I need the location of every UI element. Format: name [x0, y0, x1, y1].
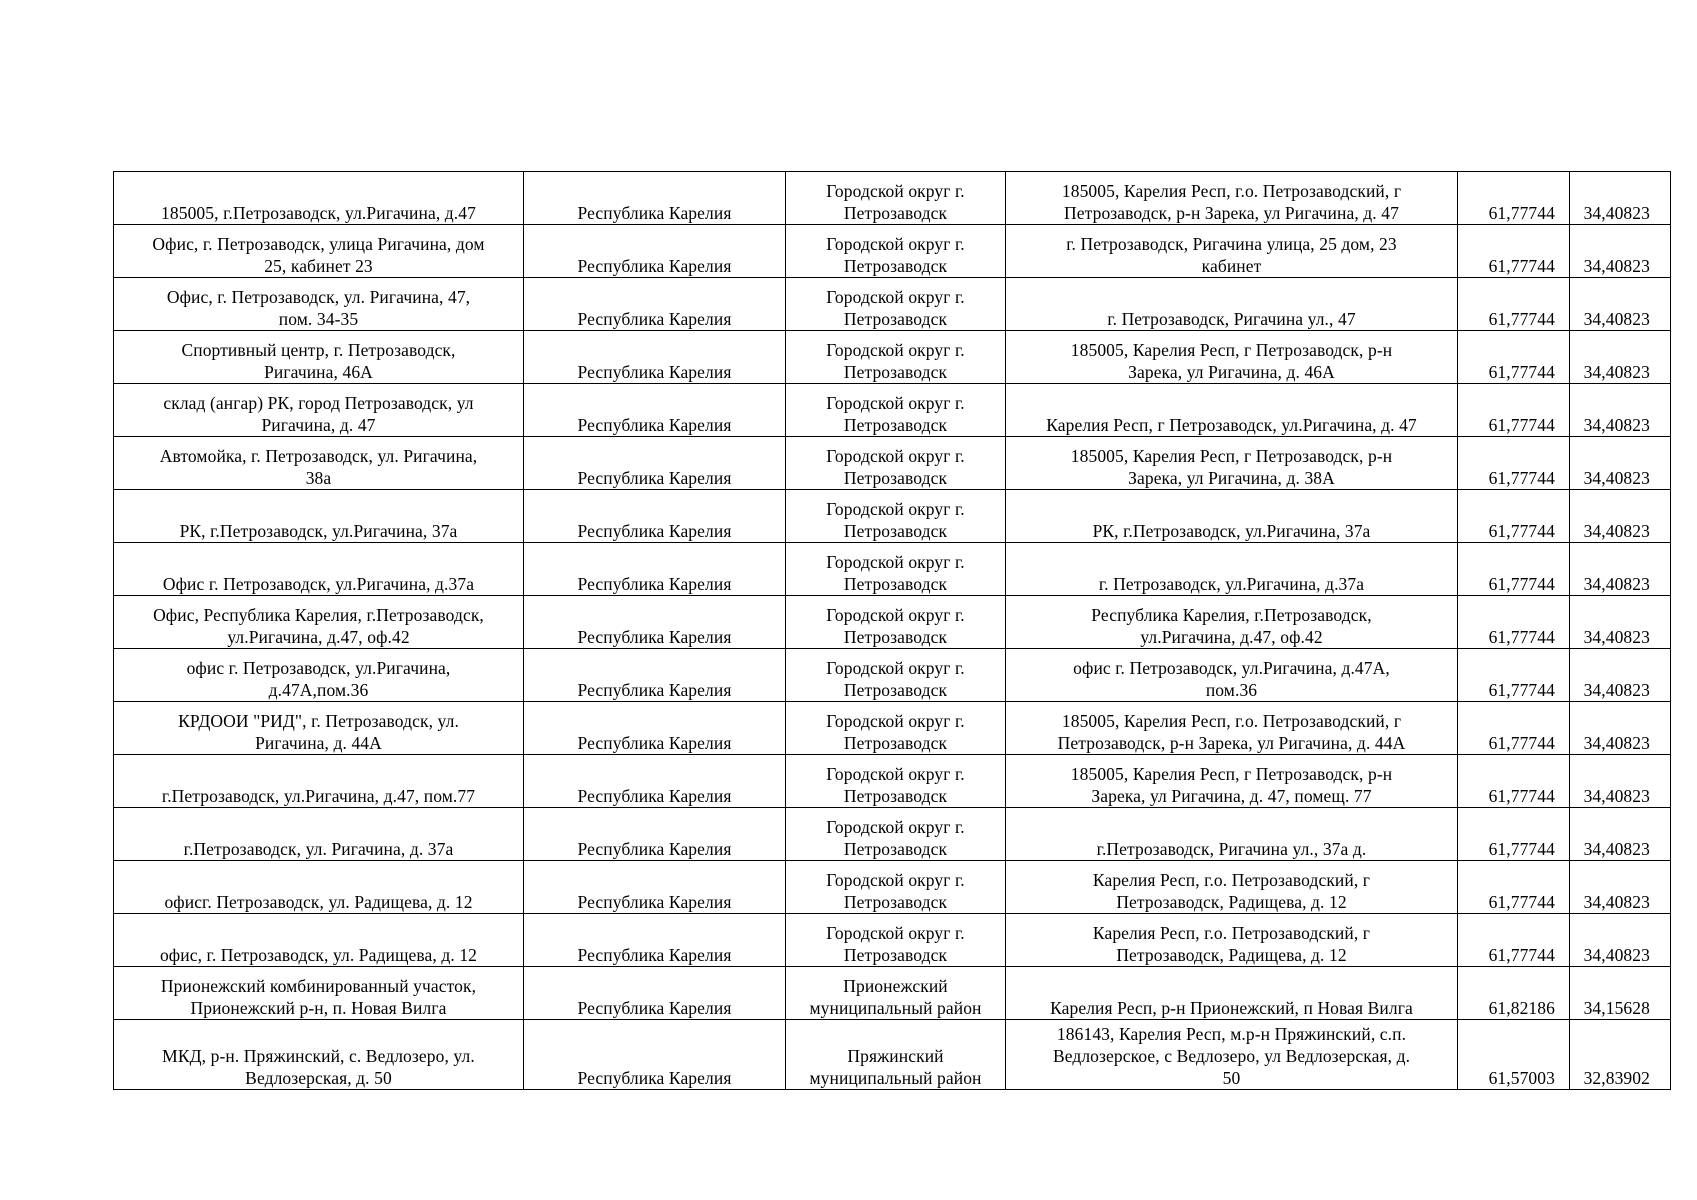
latitude-cell [1458, 861, 1570, 914]
address-cell [1006, 331, 1458, 384]
municipality-cell-text: Городской округ г. Петрозаводск [826, 870, 965, 912]
address-cell-text: РК, г.Петрозаводск, ул.Ригачина, 37а [1092, 521, 1371, 541]
region-cell-text: Республика Карелия [577, 574, 732, 594]
municipality-cell-text: Городской округ г. Петрозаводск [826, 764, 965, 806]
table-row [114, 914, 1671, 967]
region-cell [524, 1020, 786, 1090]
longitude-cell-text: 34,40823 [1583, 786, 1650, 806]
object-name-cell-text: 185005, г.Петрозаводск, ул.Ригачина, д.47 [161, 203, 476, 223]
address-cell [1006, 808, 1458, 861]
address-cell-text: Карелия Респ, г Петрозаводск, ул.Ригачина, д. 47 [1046, 415, 1417, 435]
latitude-cell [1458, 543, 1570, 596]
municipality-cell [786, 649, 1006, 702]
municipality-cell [786, 755, 1006, 808]
longitude-cell [1570, 331, 1671, 384]
municipality-cell-text: Городской округ г. Петрозаводск [826, 393, 965, 435]
region-cell [524, 384, 786, 437]
address-cell [1006, 649, 1458, 702]
table-row [114, 967, 1671, 1020]
municipality-cell [786, 384, 1006, 437]
address-cell [1006, 1020, 1458, 1090]
municipality-cell [786, 1020, 1006, 1090]
longitude-cell [1570, 914, 1671, 967]
object-name-cell-text: г.Петрозаводск, ул. Ригачина, д. 37а [183, 839, 454, 859]
table-row [114, 543, 1671, 596]
region-cell [524, 278, 786, 331]
latitude-cell-text: 61,82186 [1488, 998, 1555, 1018]
municipality-cell-text: Городской округ г. Петрозаводск [826, 711, 965, 753]
address-cell-text: 185005, Карелия Респ, г Петрозаводск, р-н Зарека, ул Ригачина, д. 38А [1070, 446, 1393, 488]
longitude-cell [1570, 384, 1671, 437]
region-cell [524, 914, 786, 967]
object-name-cell [114, 490, 524, 543]
region-cell [524, 437, 786, 490]
municipality-cell-text: Городской округ г. Петрозаводск [826, 287, 965, 329]
region-cell-text: Республика Карелия [577, 839, 732, 859]
address-cell-text: офис г. Петрозаводск, ул.Ригачина, д.47А, пом.36 [1073, 658, 1390, 700]
region-cell [524, 543, 786, 596]
longitude-cell-text: 34,40823 [1583, 839, 1650, 859]
table-row [114, 225, 1671, 278]
region-cell-text: Республика Карелия [577, 680, 732, 700]
municipality-cell-text: Городской округ г. Петрозаводск [826, 446, 965, 488]
longitude-cell-text: 34,40823 [1583, 892, 1650, 912]
table-body [114, 172, 1671, 1090]
object-name-cell [114, 967, 524, 1020]
object-name-cell [114, 172, 524, 225]
address-cell [1006, 543, 1458, 596]
longitude-cell [1570, 1020, 1671, 1090]
object-name-cell-text: Офис г. Петрозаводск, ул.Ригачина, д.37а [162, 574, 475, 594]
address-cell [1006, 702, 1458, 755]
object-name-cell-text: Офис, Республика Карелия, г.Петрозаводск, ул.Ригачина, д.47, оф.42 [153, 605, 484, 647]
longitude-cell-text: 34,40823 [1583, 468, 1650, 488]
latitude-cell-text: 61,77744 [1488, 362, 1555, 382]
region-cell [524, 755, 786, 808]
object-name-cell-text: Автомойка, г. Петрозаводск, ул. Ригачина, 38а [159, 446, 478, 488]
address-cell [1006, 967, 1458, 1020]
municipality-cell-text: Городской округ г. Петрозаводск [826, 552, 965, 594]
object-name-cell [114, 225, 524, 278]
address-cell [1006, 755, 1458, 808]
object-name-cell [114, 914, 524, 967]
object-name-cell-text: склад (ангар) РК, город Петрозаводск, ул Ригачина, д. 47 [163, 393, 474, 435]
municipality-cell-text: Городской округ г. Петрозаводск [826, 181, 965, 223]
latitude-cell-text: 61,77744 [1488, 468, 1555, 488]
table-row [114, 861, 1671, 914]
latitude-cell-text: 61,77744 [1488, 415, 1555, 435]
longitude-cell [1570, 596, 1671, 649]
table-row [114, 702, 1671, 755]
municipality-cell-text: Городской округ г. Петрозаводск [826, 605, 965, 647]
municipality-cell [786, 861, 1006, 914]
longitude-cell [1570, 967, 1671, 1020]
table-row [114, 172, 1671, 225]
address-cell-text: 185005, Карелия Респ, г.о. Петрозаводский, г Петрозаводск, р-н Зарека, ул Ригачина, д. 47 [1061, 181, 1402, 223]
municipality-cell-text: Городской округ г. Петрозаводск [826, 340, 965, 382]
object-name-cell-text: офис, г. Петрозаводск, ул. Радищева, д. 12 [159, 945, 478, 965]
object-name-cell [114, 437, 524, 490]
object-name-cell [114, 331, 524, 384]
municipality-cell [786, 490, 1006, 543]
municipality-cell-text: Городской округ г. Петрозаводск [826, 923, 965, 965]
address-cell [1006, 861, 1458, 914]
municipality-cell [786, 225, 1006, 278]
region-cell [524, 172, 786, 225]
region-cell [524, 967, 786, 1020]
municipality-cell [786, 808, 1006, 861]
region-cell [524, 331, 786, 384]
object-name-cell-text: МКД, р-н. Пряжинский, с. Ведлозеро, ул. Ведлозерская, д. 50 [162, 1046, 475, 1088]
latitude-cell-text: 61,77744 [1488, 256, 1555, 276]
region-cell-text: Республика Карелия [577, 309, 732, 329]
latitude-cell [1458, 596, 1570, 649]
object-name-cell [114, 278, 524, 331]
latitude-cell [1458, 967, 1570, 1020]
table-row [114, 278, 1671, 331]
longitude-cell-text: 32,83902 [1583, 1068, 1650, 1088]
region-cell-text: Республика Карелия [577, 256, 732, 276]
latitude-cell [1458, 278, 1570, 331]
latitude-cell [1458, 755, 1570, 808]
region-cell [524, 649, 786, 702]
address-cell-text: г. Петрозаводск, Ригачина ул., 47 [1107, 309, 1356, 329]
latitude-cell-text: 61,77744 [1488, 203, 1555, 223]
address-cell-text: 186143, Карелия Респ, м.р-н Пряжинский, с.п. Ведлозерское, с Ведлозеро, ул Ведлозерская, д. 50 [1052, 1024, 1411, 1088]
longitude-cell [1570, 649, 1671, 702]
longitude-cell-text: 34,40823 [1583, 945, 1650, 965]
object-name-cell-text: офисг. Петрозаводск, ул. Радищева, д. 12 [164, 892, 473, 912]
longitude-cell-text: 34,40823 [1583, 415, 1650, 435]
region-cell-text: Республика Карелия [577, 733, 732, 753]
object-name-cell-text: офис г. Петрозаводск, ул.Ригачина, д.47А,пом.36 [186, 658, 451, 700]
object-name-cell-text: Прионежский комбинированный участок, Прионежский р-н, п. Новая Вилга [160, 976, 477, 1018]
latitude-cell-text: 61,77744 [1488, 945, 1555, 965]
address-cell-text: Карелия Респ, г.о. Петрозаводский, г Петрозаводск, Радищева, д. 12 [1092, 923, 1371, 965]
region-cell-text: Республика Карелия [577, 892, 732, 912]
address-table [113, 171, 1671, 1090]
latitude-cell-text: 61,77744 [1488, 521, 1555, 541]
object-name-cell [114, 384, 524, 437]
address-cell [1006, 278, 1458, 331]
table-row [114, 1020, 1671, 1090]
address-cell-text: Республика Карелия, г.Петрозаводск, ул.Ригачина, д.47, оф.42 [1091, 605, 1372, 647]
object-name-cell [114, 596, 524, 649]
object-name-cell-text: Спортивный центр, г. Петрозаводск, Ригачина, 46А [181, 340, 456, 382]
object-name-cell-text: Офис, г. Петрозаводск, ул. Ригачина, 47, пом. 34-35 [166, 287, 471, 329]
longitude-cell-text: 34,40823 [1583, 521, 1650, 541]
object-name-cell-text: г.Петрозаводск, ул.Ригачина, д.47, пом.77 [161, 786, 476, 806]
longitude-cell-text: 34,40823 [1583, 256, 1650, 276]
address-cell-text: г.Петрозаводск, Ригачина ул., 37а д. [1096, 839, 1367, 859]
longitude-cell [1570, 437, 1671, 490]
municipality-cell-text: Прионежский муниципальный район [809, 976, 982, 1018]
longitude-cell [1570, 543, 1671, 596]
municipality-cell [786, 278, 1006, 331]
region-cell-text: Республика Карелия [577, 627, 732, 647]
region-cell-text: Республика Карелия [577, 945, 732, 965]
address-cell-text: 185005, Карелия Респ, г.о. Петрозаводский, г Петрозаводск, р-н Зарека, ул Ригачина, д. 44А [1057, 711, 1406, 753]
longitude-cell [1570, 755, 1671, 808]
municipality-cell [786, 702, 1006, 755]
region-cell-text: Республика Карелия [577, 362, 732, 382]
longitude-cell-text: 34,40823 [1583, 627, 1650, 647]
municipality-cell-text: Пряжинский муниципальный район [809, 1046, 982, 1088]
object-name-cell [114, 808, 524, 861]
address-cell [1006, 172, 1458, 225]
latitude-cell-text: 61,77744 [1488, 627, 1555, 647]
address-cell-text: Карелия Респ, р-н Прионежский, п Новая Вилга [1050, 998, 1413, 1018]
address-cell [1006, 490, 1458, 543]
municipality-cell-text: Городской округ г. Петрозаводск [826, 658, 965, 700]
object-name-cell [114, 861, 524, 914]
municipality-cell [786, 172, 1006, 225]
address-cell [1006, 914, 1458, 967]
latitude-cell [1458, 331, 1570, 384]
latitude-cell [1458, 702, 1570, 755]
municipality-cell-text: Городской округ г. Петрозаводск [826, 817, 965, 859]
latitude-cell [1458, 1020, 1570, 1090]
longitude-cell [1570, 861, 1671, 914]
table-row [114, 596, 1671, 649]
latitude-cell [1458, 384, 1570, 437]
latitude-cell [1458, 490, 1570, 543]
region-cell-text: Республика Карелия [577, 468, 732, 488]
table-row [114, 490, 1671, 543]
table-row [114, 808, 1671, 861]
municipality-cell [786, 331, 1006, 384]
address-cell-text: 185005, Карелия Респ, г Петрозаводск, р-н Зарека, ул Ригачина, д. 46А [1070, 340, 1393, 382]
object-name-cell [114, 702, 524, 755]
table-row [114, 331, 1671, 384]
longitude-cell-text: 34,15628 [1583, 998, 1650, 1018]
longitude-cell-text: 34,40823 [1583, 733, 1650, 753]
municipality-cell [786, 437, 1006, 490]
address-cell-text: г. Петрозаводск, ул.Ригачина, д.37а [1098, 574, 1365, 594]
object-name-cell-text: РК, г.Петрозаводск, ул.Ригачина, 37а [179, 521, 458, 541]
longitude-cell [1570, 490, 1671, 543]
latitude-cell-text: 61,77744 [1488, 892, 1555, 912]
longitude-cell [1570, 278, 1671, 331]
latitude-cell-text: 61,77744 [1488, 786, 1555, 806]
region-cell-text: Республика Карелия [577, 415, 732, 435]
municipality-cell [786, 543, 1006, 596]
address-cell [1006, 225, 1458, 278]
latitude-cell [1458, 437, 1570, 490]
table-row [114, 755, 1671, 808]
latitude-cell-text: 61,77744 [1488, 733, 1555, 753]
table-row [114, 384, 1671, 437]
region-cell-text: Республика Карелия [577, 1068, 732, 1088]
latitude-cell-text: 61,77744 [1488, 680, 1555, 700]
longitude-cell [1570, 225, 1671, 278]
region-cell-text: Республика Карелия [577, 203, 732, 223]
longitude-cell-text: 34,40823 [1583, 362, 1650, 382]
region-cell [524, 702, 786, 755]
longitude-cell-text: 34,40823 [1583, 203, 1650, 223]
address-cell [1006, 437, 1458, 490]
address-cell-text: 185005, Карелия Респ, г Петрозаводск, р-н Зарека, ул Ригачина, д. 47, помещ. 77 [1070, 764, 1393, 806]
address-cell [1006, 384, 1458, 437]
object-name-cell [114, 649, 524, 702]
object-name-cell-text: Офис, г. Петрозаводск, улица Ригачина, дом 25, кабинет 23 [152, 234, 485, 276]
region-cell [524, 808, 786, 861]
municipality-cell [786, 967, 1006, 1020]
longitude-cell [1570, 808, 1671, 861]
region-cell-text: Республика Карелия [577, 998, 732, 1018]
municipality-cell [786, 596, 1006, 649]
municipality-cell-text: Городской округ г. Петрозаводск [826, 499, 965, 541]
region-cell-text: Республика Карелия [577, 786, 732, 806]
address-cell [1006, 596, 1458, 649]
latitude-cell-text: 61,57003 [1488, 1068, 1555, 1088]
region-cell [524, 490, 786, 543]
object-name-cell [114, 755, 524, 808]
municipality-cell [786, 914, 1006, 967]
latitude-cell-text: 61,77744 [1488, 309, 1555, 329]
region-cell [524, 225, 786, 278]
region-cell [524, 861, 786, 914]
latitude-cell [1458, 225, 1570, 278]
table-row [114, 437, 1671, 490]
address-cell-text: Карелия Респ, г.о. Петрозаводский, г Петрозаводск, Радищева, д. 12 [1092, 870, 1371, 912]
latitude-cell [1458, 649, 1570, 702]
region-cell-text: Республика Карелия [577, 521, 732, 541]
municipality-cell-text: Городской округ г. Петрозаводск [826, 234, 965, 276]
latitude-cell-text: 61,77744 [1488, 839, 1555, 859]
object-name-cell [114, 543, 524, 596]
object-name-cell [114, 1020, 524, 1090]
latitude-cell [1458, 914, 1570, 967]
table-row [114, 649, 1671, 702]
object-name-cell-text: КРДООИ "РИД", г. Петрозаводск, ул. Ригачина, д. 44А [178, 711, 459, 753]
longitude-cell-text: 34,40823 [1583, 309, 1650, 329]
address-cell-text: г. Петрозаводск, Ригачина улица, 25 дом, 23 кабинет [1066, 234, 1397, 276]
latitude-cell [1458, 172, 1570, 225]
longitude-cell-text: 34,40823 [1583, 574, 1650, 594]
longitude-cell [1570, 702, 1671, 755]
region-cell [524, 596, 786, 649]
longitude-cell [1570, 172, 1671, 225]
longitude-cell-text: 34,40823 [1583, 680, 1650, 700]
latitude-cell-text: 61,77744 [1488, 574, 1555, 594]
latitude-cell [1458, 808, 1570, 861]
